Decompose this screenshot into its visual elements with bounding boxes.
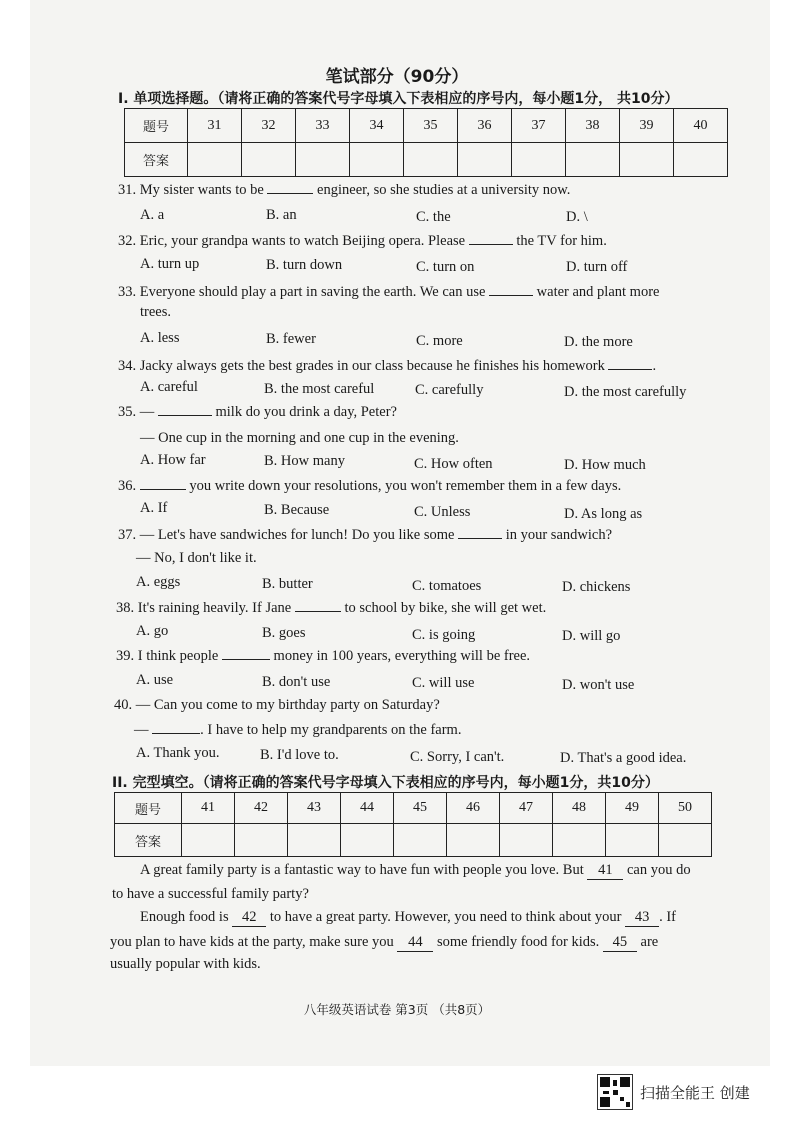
table-cell-number: 41 (182, 793, 235, 824)
blank (469, 244, 513, 245)
option-c: C. turn on (416, 259, 475, 275)
blank (458, 538, 502, 539)
option-c: C. more (416, 333, 463, 349)
table-label-number: 题号 (115, 793, 182, 824)
table-cell-number: 32 (242, 109, 296, 143)
answer-cell[interactable] (659, 824, 712, 857)
page-footer: 八年级英语试卷 第3页 （共8页） (303, 1002, 491, 1017)
question-text: water and plant more (536, 284, 660, 300)
question-39 (116, 648, 530, 665)
question-text: 33. Everyone should play a part in saving the earth. We can use (118, 284, 486, 300)
passage-text: can you do (627, 862, 691, 878)
table-cell-number: 39 (620, 109, 674, 143)
option-c: C. Sorry, I can't. (410, 749, 505, 765)
option-c: C. will use (412, 675, 475, 691)
option-b: B. the most careful (264, 381, 375, 397)
option-a: A. go (136, 623, 169, 639)
question-text: — (134, 722, 149, 738)
answer-cell[interactable] (242, 143, 296, 177)
option-a: A. Thank you. (136, 745, 220, 761)
passage-text: to have a great party. However, you need to think about your (269, 909, 622, 925)
option-d: D. \ (566, 209, 588, 225)
option-a: A. How far (140, 452, 206, 468)
table-cell-number: 44 (341, 793, 394, 824)
option-b: B. How many (264, 453, 345, 469)
option-a: A. turn up (140, 256, 200, 272)
answer-cell[interactable] (341, 824, 394, 857)
blank-45: 45 (603, 934, 637, 952)
option-a: A. less (140, 330, 180, 346)
option-c: C. tomatoes (412, 578, 482, 594)
blank (489, 295, 533, 296)
question-text: 38. It's raining heavily. If Jane (116, 600, 292, 616)
table-cell-number: 42 (235, 793, 288, 824)
blank (158, 415, 212, 416)
option-d: D. the more (564, 334, 633, 350)
question-31 (118, 182, 570, 199)
passage-text: some friendly food for kids. (437, 934, 600, 950)
question-text: 39. I think people (116, 648, 219, 664)
question-34 (118, 358, 656, 375)
question-37 (118, 527, 612, 544)
option-a: A. use (136, 672, 174, 688)
answer-table-1 (124, 108, 728, 177)
option-d: D. won't use (562, 677, 635, 693)
answer-cell[interactable] (674, 143, 728, 177)
table-cell-number: 49 (606, 793, 659, 824)
blank-42: 42 (232, 909, 266, 927)
answer-cell[interactable] (606, 824, 659, 857)
option-b: B. an (266, 207, 297, 223)
table-cell-number: 50 (659, 793, 712, 824)
blank-44: 44 (397, 934, 433, 952)
blank (295, 611, 341, 612)
answer-cell[interactable] (182, 824, 235, 857)
answer-table-2 (114, 792, 712, 857)
question-text: the TV for him. (516, 233, 607, 249)
section-1-heading: I. 单项选择题。（请将正确的答案代号字母填入下表相应的序号内，每小题1分， 共10分） (118, 91, 679, 107)
blank (222, 659, 270, 660)
option-a: A. a (140, 207, 165, 223)
option-d: D. That's a good idea. (560, 750, 687, 766)
option-c: C. Unless (414, 504, 471, 520)
passage-text: are (640, 934, 659, 950)
question-text-line2: trees. (140, 304, 171, 320)
option-b: B. turn down (266, 257, 343, 273)
passage-text: you plan to have kids at the party, make sure you (110, 934, 394, 950)
option-a: A. careful (140, 379, 198, 395)
section-title: 笔试部分（90分） (325, 67, 469, 87)
passage-line (140, 862, 691, 880)
table-cell-number: 43 (288, 793, 341, 824)
question-text: in your sandwich? (505, 527, 613, 543)
option-d: D. turn off (566, 259, 628, 275)
answer-cell[interactable] (404, 143, 458, 177)
question-text: 36. (118, 478, 137, 494)
option-c: C. carefully (415, 382, 484, 398)
question-text: 35. — (118, 404, 155, 420)
option-b: B. I'd love to. (260, 747, 339, 763)
qr-code-icon (597, 1074, 633, 1110)
table-cell-number: 33 (296, 109, 350, 143)
answer-cell[interactable] (296, 143, 350, 177)
option-a: A. eggs (136, 574, 181, 590)
option-c: C. is going (412, 627, 476, 643)
answer-cell[interactable] (553, 824, 606, 857)
answer-cell[interactable] (188, 143, 242, 177)
passage-line (110, 934, 658, 952)
option-c: C. How often (414, 456, 493, 472)
scanner-watermark: 扫描全能王 创建 (640, 1084, 750, 1102)
question-40: 40. — Can you come to my birthday party on Saturday? (114, 697, 440, 713)
blank-43: 43 (625, 909, 659, 927)
answer-cell[interactable] (235, 824, 288, 857)
answer-cell[interactable] (620, 143, 674, 177)
table-cell-number: 40 (674, 109, 728, 143)
section-2-heading: II. 完型填空。（请将正确的答案代号字母填入下表相应的序号内，每小题1分，共10分） (112, 775, 659, 791)
question-text-line2: — One cup in the morning and one cup in the evening. (140, 430, 459, 446)
table-cell-number: 37 (512, 109, 566, 143)
passage-line: to have a successful family party? (112, 886, 309, 902)
blank (267, 193, 313, 194)
table-label-answer: 答案 (125, 143, 188, 177)
blank (608, 369, 652, 370)
table-label-answer: 答案 (115, 824, 182, 857)
option-d: D. As long as (564, 506, 643, 522)
question-text: . (652, 358, 657, 374)
question-text: 31. My sister wants to be (118, 182, 264, 198)
question-text-line2: — No, I don't like it. (136, 550, 257, 566)
question-text: 34. Jacky always gets the best grades in our class because he finishes his homework (118, 358, 605, 374)
option-d: D. chickens (562, 579, 631, 595)
table-cell-number: 46 (447, 793, 500, 824)
question-text-line2 (134, 722, 461, 739)
blank (140, 489, 186, 490)
question-text: . I have to help my grandparents on the farm. (200, 722, 462, 738)
question-36 (118, 478, 621, 495)
blank (152, 733, 200, 734)
table-label-number: 题号 (125, 109, 188, 143)
answer-cell[interactable] (394, 824, 447, 857)
blank-41: 41 (587, 862, 623, 880)
passage-text: . If (659, 909, 677, 925)
option-b: B. Because (264, 502, 330, 518)
passage-line (140, 909, 676, 927)
option-b: B. don't use (262, 674, 331, 690)
question-35 (118, 404, 397, 421)
option-a: A. If (140, 500, 168, 516)
question-text: money in 100 years, everything will be free. (273, 648, 531, 664)
table-cell-number: 36 (458, 109, 512, 143)
table-cell-number: 31 (188, 109, 242, 143)
answer-cell[interactable] (350, 143, 404, 177)
option-c: C. the (416, 209, 451, 225)
table-cell-number: 47 (500, 793, 553, 824)
option-b: B. goes (262, 625, 306, 641)
table-cell-number: 34 (350, 109, 404, 143)
passage-line: usually popular with kids. (110, 956, 261, 972)
option-d: D. How much (564, 457, 646, 473)
passage-text: Enough food is (140, 909, 229, 925)
question-text: to school by bike, she will get wet. (344, 600, 547, 616)
question-text: 32. Eric, your grandpa wants to watch Beijing opera. Please (118, 233, 466, 249)
option-b: B. fewer (266, 331, 316, 347)
option-d: D. will go (562, 628, 621, 644)
answer-cell[interactable] (288, 824, 341, 857)
question-text: milk do you drink a day, Peter? (215, 404, 397, 420)
answer-cell[interactable] (500, 824, 553, 857)
answer-cell[interactable] (566, 143, 620, 177)
answer-cell[interactable] (447, 824, 500, 857)
table-cell-number: 38 (566, 109, 620, 143)
answer-cell[interactable] (512, 143, 566, 177)
table-cell-number: 48 (553, 793, 606, 824)
answer-cell[interactable] (458, 143, 512, 177)
option-d: D. the most carefully (564, 384, 687, 400)
table-cell-number: 35 (404, 109, 458, 143)
question-text: 37. — Let's have sandwiches for lunch! Do you like some (118, 527, 455, 543)
table-cell-number: 45 (394, 793, 447, 824)
question-text: engineer, so she studies at a university now. (317, 182, 571, 198)
question-38 (116, 600, 546, 617)
question-text: you write down your resolutions, you won't remember them in a few days. (189, 478, 622, 494)
option-b: B. butter (262, 576, 313, 592)
question-33 (118, 284, 659, 301)
question-32 (118, 233, 607, 250)
passage-text: A great family party is a fantastic way to have fun with people you love. But (140, 862, 584, 878)
